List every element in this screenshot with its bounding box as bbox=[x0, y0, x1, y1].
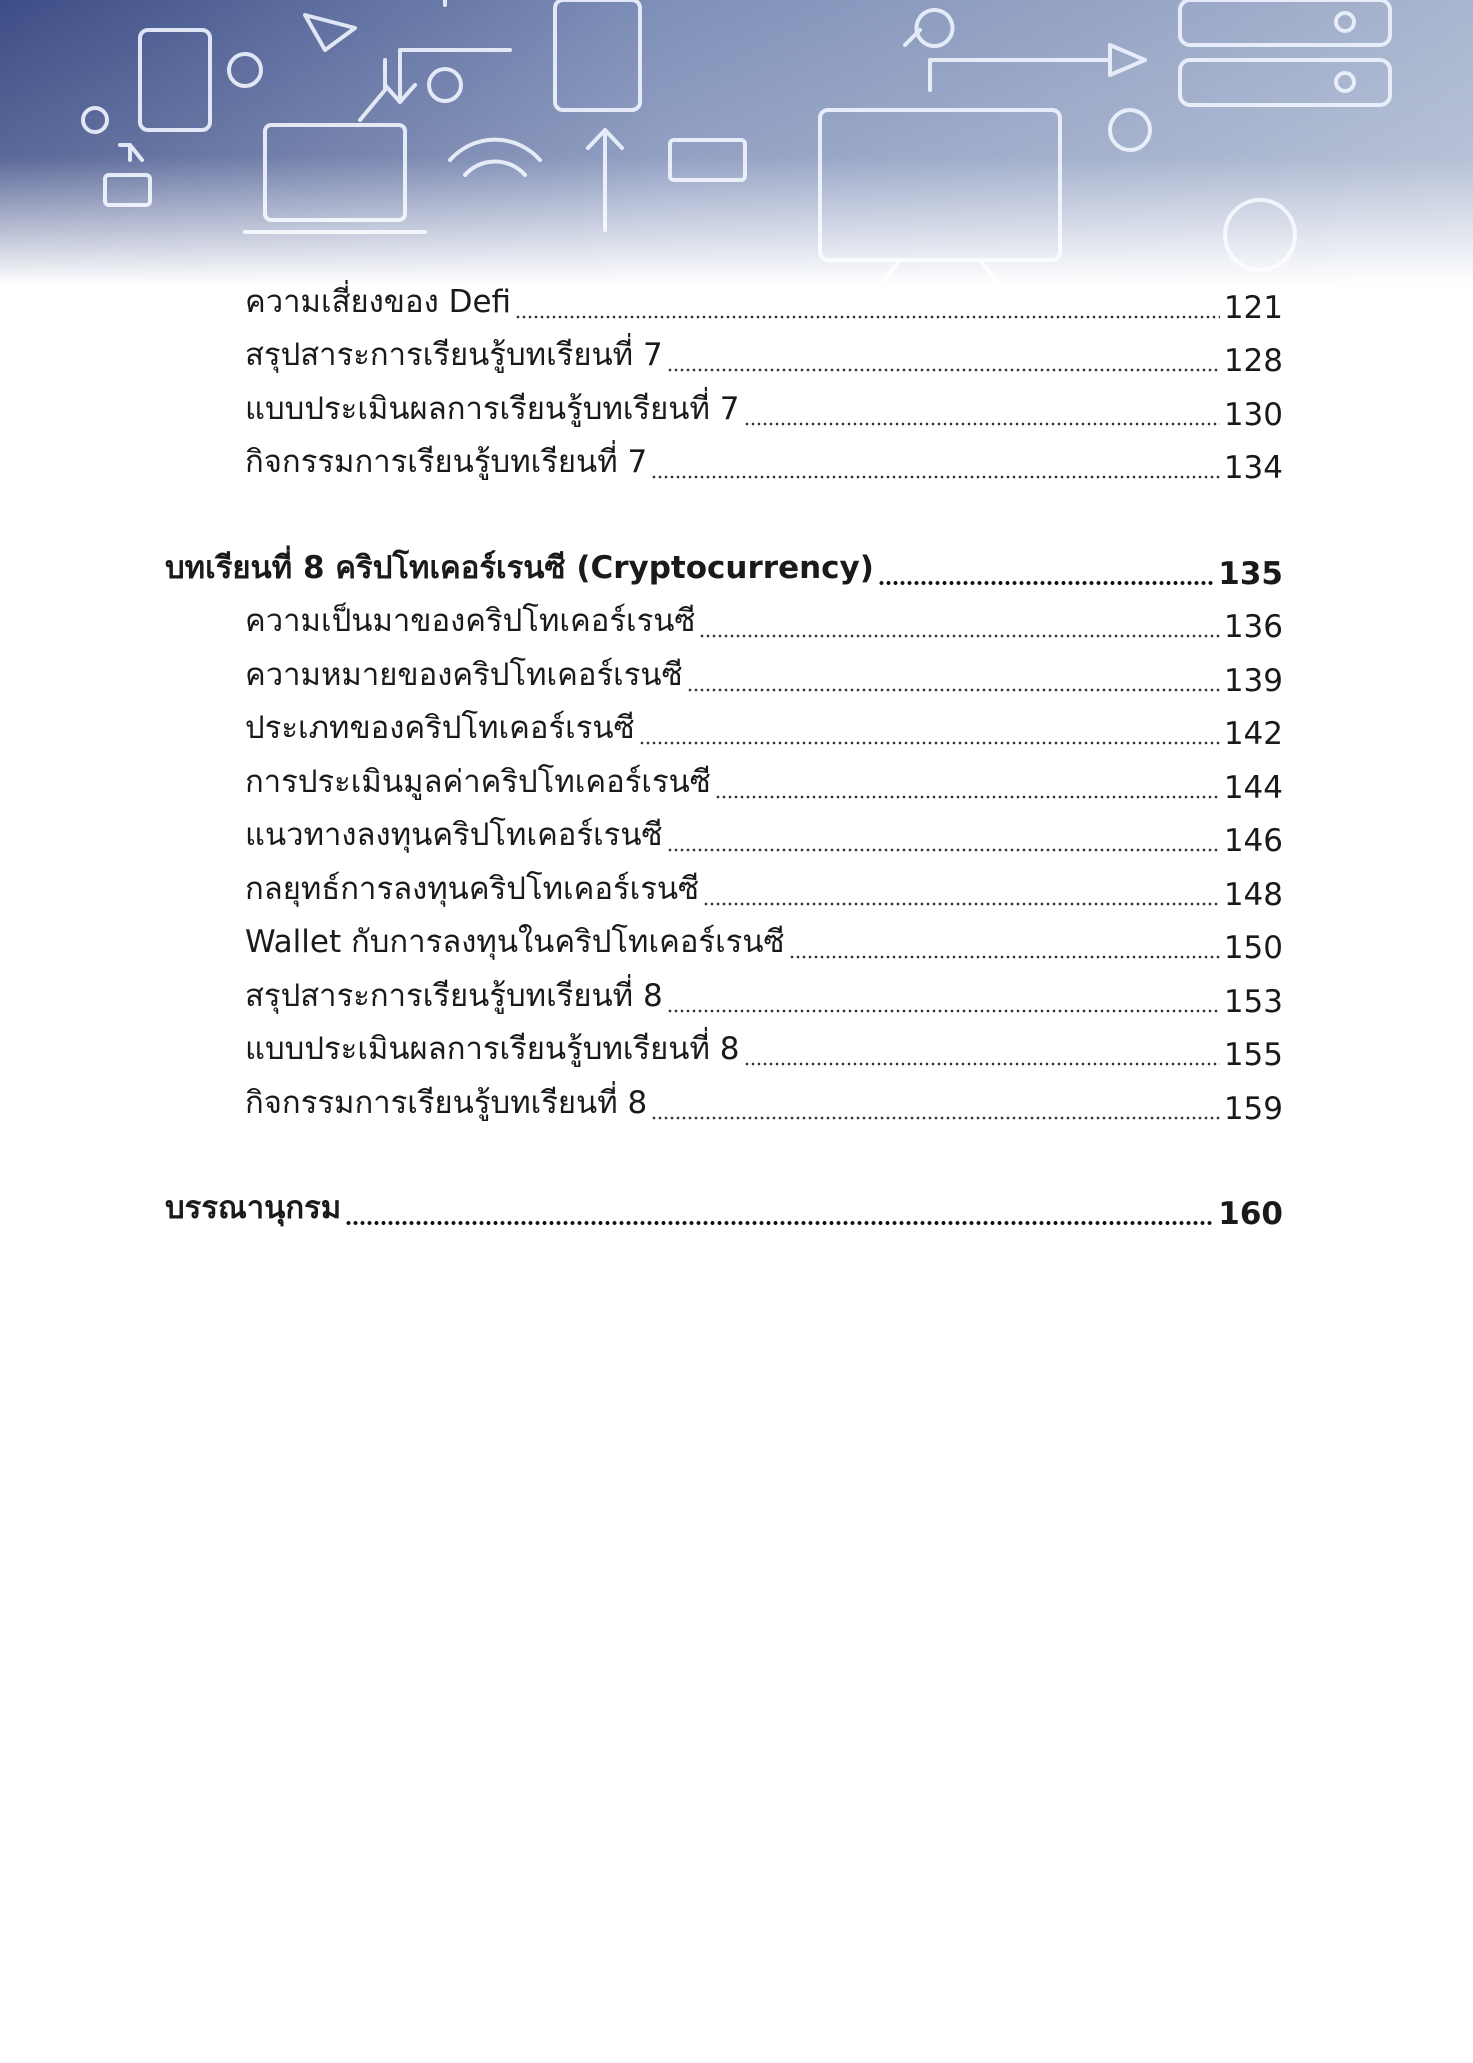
toc-bibliography-title: บรรณานุกรม bbox=[165, 1190, 342, 1226]
dot-leader bbox=[639, 741, 1220, 745]
toc-entry-page: 144 bbox=[1223, 769, 1283, 806]
toc-entry-title: กิจกรรมการเรียนรู้บทเรียนที่ 7 bbox=[245, 444, 648, 480]
dot-leader bbox=[789, 955, 1220, 959]
toc-entry-page: 146 bbox=[1223, 823, 1283, 859]
toc-entry[interactable] bbox=[165, 913, 1283, 967]
toc-entry[interactable] bbox=[165, 752, 1283, 806]
toc-entry-title: กลยุทธ์การลงทุนคริปโทเคอร์เรนซี bbox=[245, 870, 700, 907]
toc-entry-title: สรุปสาระการเรียนรู้บทเรียนที่ 8 bbox=[245, 977, 663, 1014]
toc-entry[interactable] bbox=[165, 592, 1283, 646]
toc-bibliography[interactable] bbox=[165, 1179, 1283, 1233]
dot-leader bbox=[744, 1062, 1220, 1066]
dot-leader bbox=[515, 315, 1220, 319]
toc-entry[interactable] bbox=[165, 433, 1283, 487]
dot-leader bbox=[744, 422, 1220, 426]
toc-bibliography-page: 160 bbox=[1218, 1196, 1283, 1232]
toc-entry[interactable] bbox=[165, 859, 1283, 913]
toc-entry-page: 134 bbox=[1223, 450, 1283, 486]
toc-entry[interactable] bbox=[165, 326, 1283, 380]
toc-entry-page: 130 bbox=[1223, 396, 1283, 433]
toc-chapter-title: บทเรียนที่ 8 คริปโทเคอร์เรนซี (Cryptocurrency) bbox=[165, 549, 874, 586]
toc-chapter-page: 135 bbox=[1218, 555, 1283, 592]
toc-entry-title: แนวทางลงทุนคริปโทเคอร์เรนซี bbox=[245, 817, 663, 853]
toc-entry[interactable] bbox=[165, 645, 1283, 699]
toc-entry-page: 121 bbox=[1223, 289, 1283, 326]
dot-leader bbox=[651, 475, 1220, 479]
toc-entry-title: กิจกรรมการเรียนรู้บทเรียนที่ 8 bbox=[245, 1084, 648, 1121]
header-banner bbox=[0, 0, 1473, 285]
toc-entry-title: สรุปสาระการเรียนรู้บทเรียนที่ 7 bbox=[245, 337, 663, 373]
toc-entry[interactable] bbox=[165, 379, 1283, 433]
toc-entry[interactable] bbox=[165, 966, 1283, 1020]
dot-leader bbox=[345, 1221, 1214, 1225]
toc-entry-page: 139 bbox=[1223, 662, 1283, 699]
toc-entry-page: 150 bbox=[1223, 930, 1283, 966]
dot-leader bbox=[687, 688, 1220, 692]
toc-entry-title: ความเสี่ยงของ Defi bbox=[245, 283, 512, 320]
toc-chapter-8[interactable] bbox=[165, 538, 1283, 592]
toc-entry-title: Wallet กับการลงทุนในคริปโทเคอร์เรนซี bbox=[245, 924, 785, 960]
table-of-contents bbox=[165, 272, 1283, 1232]
toc-entry[interactable] bbox=[165, 1073, 1283, 1127]
toc-entry-page: 128 bbox=[1223, 343, 1283, 379]
toc-entry-page: 153 bbox=[1223, 983, 1283, 1020]
toc-entry-page: 159 bbox=[1223, 1090, 1283, 1127]
toc-entry-title: ประเภทของคริปโทเคอร์เรนซี bbox=[245, 710, 635, 746]
toc-entry-title: แบบประเมินผลการเรียนรู้บทเรียนที่ 8 bbox=[245, 1031, 740, 1067]
dot-leader bbox=[703, 902, 1220, 906]
toc-entry[interactable] bbox=[165, 1020, 1283, 1074]
toc-entry[interactable] bbox=[165, 272, 1283, 326]
toc-entry[interactable] bbox=[165, 806, 1283, 860]
toc-entry-page: 142 bbox=[1223, 716, 1283, 752]
dot-leader bbox=[715, 795, 1220, 799]
toc-entry-page: 136 bbox=[1223, 609, 1283, 645]
toc-entry-title: ความหมายของคริปโทเคอร์เรนซี bbox=[245, 656, 683, 693]
dot-leader bbox=[651, 1116, 1220, 1120]
dot-leader bbox=[699, 634, 1219, 638]
toc-entry[interactable] bbox=[165, 699, 1283, 753]
dot-leader bbox=[667, 368, 1220, 372]
toc-entry-title: การประเมินมูลค่าคริปโทเคอร์เรนซี bbox=[245, 763, 711, 800]
dot-leader bbox=[667, 848, 1220, 852]
dot-leader bbox=[667, 1009, 1220, 1013]
toc-entry-page: 155 bbox=[1223, 1037, 1283, 1073]
toc-entry-title: ความเป็นมาของคริปโทเคอร์เรนซี bbox=[245, 603, 696, 639]
toc-entry-page: 148 bbox=[1223, 876, 1283, 913]
toc-entry-title: แบบประเมินผลการเรียนรู้บทเรียนที่ 7 bbox=[245, 390, 740, 427]
dot-leader bbox=[878, 581, 1214, 585]
